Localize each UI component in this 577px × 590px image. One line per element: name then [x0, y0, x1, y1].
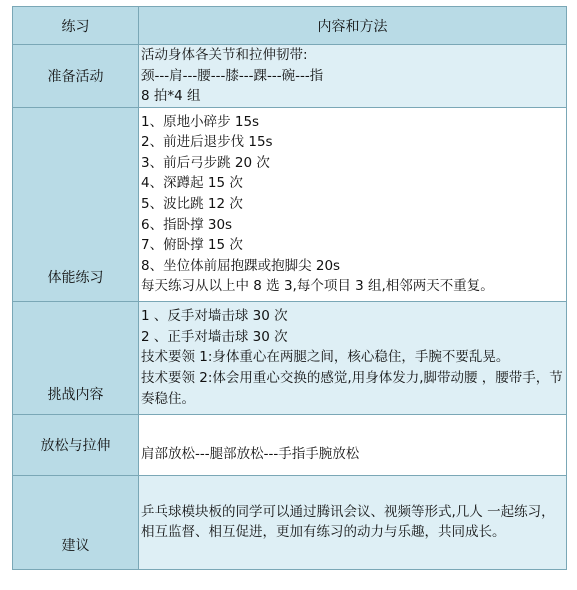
training-table — [12, 6, 567, 570]
row-label-fitness: 体能练习 — [13, 107, 139, 301]
content-line: 乒乓球模块板的同学可以通过腾讯会议、视频等形式,几人 一起练习，相互监督、相互促进，更加有练习的动力与乐趣，共同成长。 — [141, 503, 555, 541]
row-label-suggestion: 建议 — [13, 475, 139, 569]
content-line: 7、俯卧撑 15 次 — [141, 237, 243, 254]
row-label-warmup: 准备活动 — [13, 45, 139, 108]
content-line: 技术要领 1:身体重心在两腿之间，核心稳住，手腕不要乱晃。 — [141, 349, 510, 366]
row-content-warmup — [139, 45, 567, 108]
content-line: 1 、反手对墙击球 30 次 — [141, 308, 288, 325]
table-row — [13, 107, 567, 301]
content-line: 4、深蹲起 15 次 — [141, 175, 243, 192]
content-line: 6、指卧撑 30s — [141, 216, 233, 233]
row-content-challenge — [139, 301, 567, 414]
row-content-fitness — [139, 107, 567, 301]
content-line: 2、前进后退步伐 15s — [141, 134, 273, 151]
content-line: 颈---肩---腰---膝---踝---碗---指 — [141, 67, 324, 84]
table-row — [13, 475, 567, 569]
content-line: 活动身体各关节和拉伸韧带: — [141, 47, 308, 63]
content-line: 技术要领 2:体会用重心交换的感觉,用身体发力,脚带动腰 ，腰带手，节奏稳住。 — [141, 370, 563, 407]
table-row — [13, 301, 567, 414]
content-line: 8 拍*4 组 — [141, 88, 201, 105]
row-content-relax — [139, 414, 567, 475]
content-line: 5、波比跳 12 次 — [141, 195, 243, 212]
content-line: 肩部放松---腿部放松---手指手腕放松 — [141, 446, 360, 463]
content-line: 3、前后弓步跳 20 次 — [141, 154, 270, 171]
header-content-method: 内容和方法 — [139, 7, 567, 45]
header-exercise: 练习 — [13, 7, 139, 45]
content-line: 1、原地小碎步 15s — [141, 113, 260, 130]
row-label-relax: 放松与拉伸 — [13, 414, 139, 475]
row-content-suggestion — [139, 475, 567, 569]
table-row — [13, 45, 567, 108]
content-line: 8、坐位体前屈抱踝或抱脚尖 20s — [141, 257, 341, 274]
content-line: 2 、正手对墙击球 30 次 — [141, 328, 288, 345]
row-label-challenge: 挑战内容 — [13, 301, 139, 414]
table-row — [13, 414, 567, 475]
table-header-row — [13, 7, 567, 45]
content-line: 每天练习从以上中 8 选 3,每个项目 3 组,相邻两天不重复。 — [141, 278, 494, 295]
